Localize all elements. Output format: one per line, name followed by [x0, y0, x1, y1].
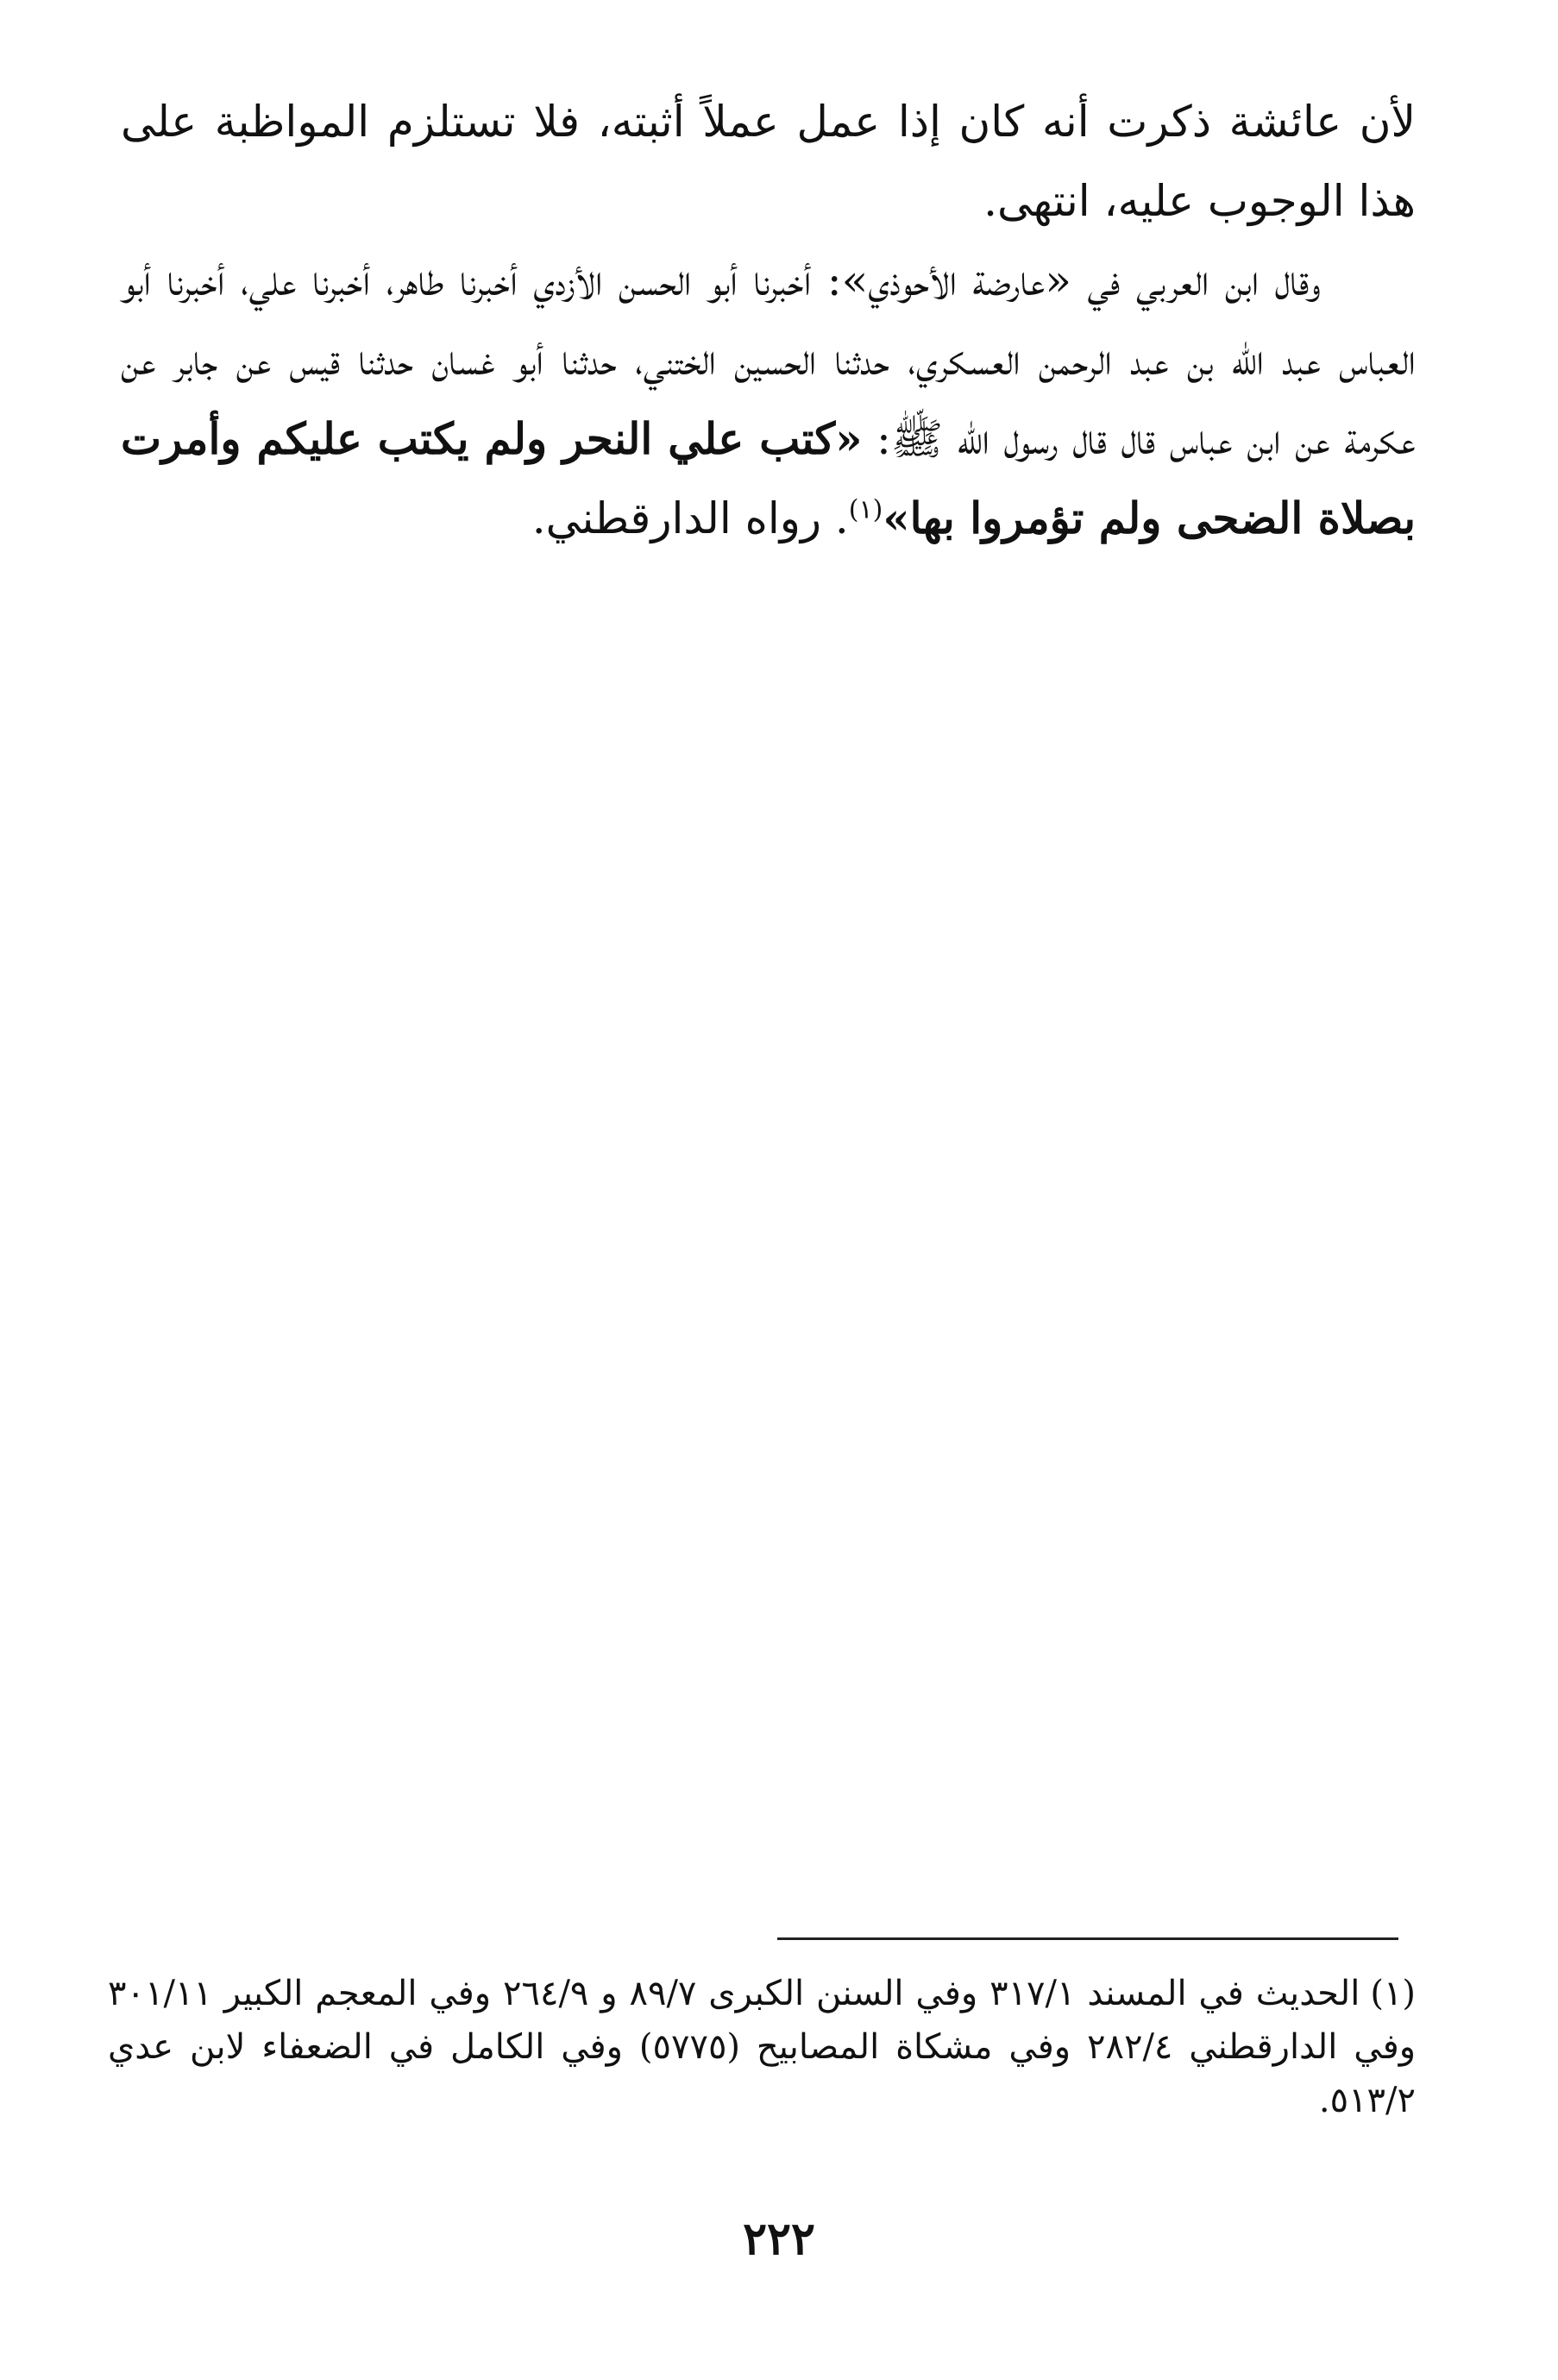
paragraph-2-intro: وقال ابن العربي في «عارضة الأحوذي»: أخبرنا أبو الحسن الأزدي أخبرنا طاهر، أخبرنا علي، أخبرنا أبو العباس عبد الله بن عبد الرحمن العسكري، حدثنا الحسين الختني، حدثنا أبو غسان حدثنا قيس عن جابر عن عكرمة عن ابن عباس قال قال رسول الله ﷺ: [121, 255, 1416, 464]
footnote-marker: (١) [1370, 1974, 1417, 2013]
footnote-text: الحديث في المسند ٣١٧/١ وفي السنن الكبرى ٨٩/٧ و ٢٦٤/٩ وفي المعجم الكبير ٣٠١/١١ وفي الدارقطني ٢٨٢/٤ وفي مشكاة المصابيح (٥٧٧٥) وفي الكامل في الضعفاء لابن عدي ٥١٣/٢. [108, 1974, 1417, 2120]
paragraph-1-text: لأن عائشة ذكرت أنه كان إذا عمل عملاً أثبته، فلا تستلزم المواظبة على هذا الوجوب عليه، انتهى. [121, 97, 1416, 226]
paragraph-2-outro: . رواه الدارقطني. [531, 493, 849, 543]
page-number: ٢٢٢ [743, 2213, 815, 2265]
footnote-separator [777, 1937, 1398, 1940]
footnotes [108, 1967, 1416, 2127]
paragraph-2 [121, 241, 1416, 558]
footnote-reference: (١) [848, 494, 883, 525]
paragraph-1 [121, 82, 1416, 241]
main-text [121, 82, 1416, 558]
footnote-item [108, 1967, 1416, 2127]
hadith-quote: «كتب علي النحر ولم يكتب عليكم وأمرت بصلاة الضحى ولم تؤمروا بها» [121, 413, 1416, 543]
